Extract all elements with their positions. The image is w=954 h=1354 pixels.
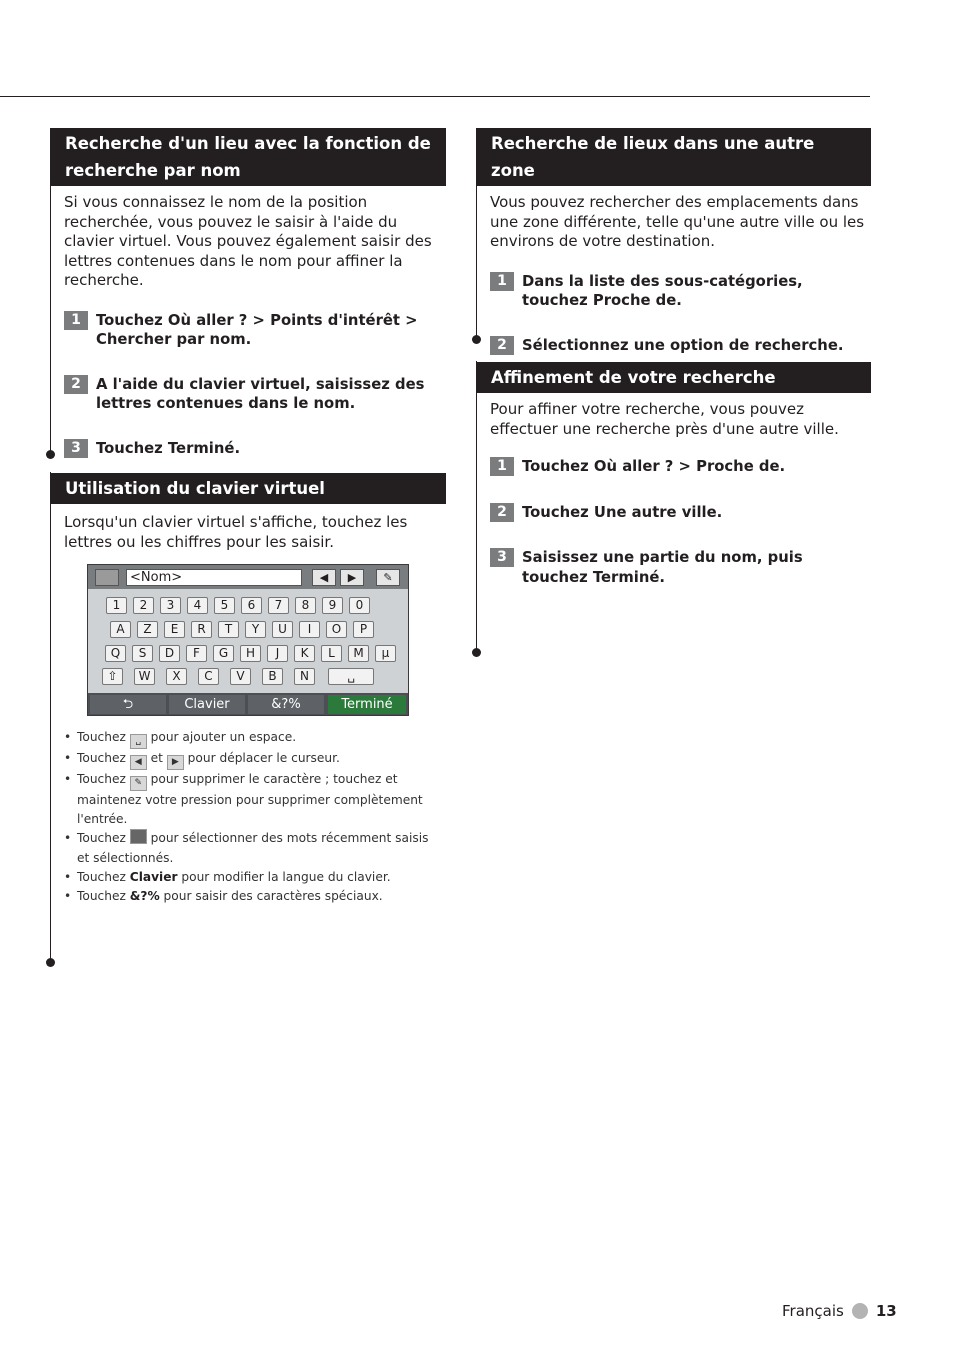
section-title: Utilisation du clavier virtuel: [51, 473, 446, 504]
step-2: [490, 503, 864, 523]
step-1: [490, 272, 865, 311]
delete-icon: ✎: [130, 776, 147, 791]
step-1: [64, 311, 440, 350]
special-chars-button: &?%: [248, 695, 324, 714]
section-title: Recherche de lieux dans une autre zone: [477, 128, 871, 186]
left-margin-line: [50, 472, 51, 962]
list-item: • Touchez &?% pour saisir des caractères spéciaux.: [64, 887, 444, 906]
step-2: [64, 375, 440, 414]
step-text: Touchez Terminé.: [96, 439, 241, 457]
step-number: 1: [64, 311, 88, 330]
done-button: Terminé: [328, 695, 406, 714]
keyboard-key: A: [110, 621, 131, 638]
step-text: Touchez Une autre ville.: [522, 503, 723, 521]
keyboard-key: 4: [187, 597, 208, 614]
page-number: 13: [875, 1302, 897, 1320]
keyboard-key: 5: [214, 597, 235, 614]
step-text: Saisissez une partie du nom, puis touchez Terminé.: [522, 549, 803, 586]
space-key-icon: ␣: [130, 734, 147, 749]
left-marker-dot: [46, 958, 55, 967]
step-text: Touchez Où aller ? > Proche de.: [522, 458, 786, 475]
keyboard-key: W: [134, 668, 155, 685]
keyboard-key: U: [272, 621, 293, 638]
page-footer: [782, 1302, 897, 1320]
top-rule: [0, 96, 870, 97]
keyboard-key: N: [294, 668, 315, 685]
right-marker-dot: [472, 648, 481, 657]
keyboard-key: Q: [105, 645, 126, 662]
step-text: Sélectionnez une option de recherche.: [522, 336, 844, 354]
keyboard-key: E: [164, 621, 185, 638]
keyboard-key: ⇧: [102, 668, 123, 685]
keyboard-key: 8: [295, 597, 316, 614]
keyboard-key: I: [299, 621, 320, 638]
keyboard-key: P: [353, 621, 374, 638]
keyboard-input-field: <Nom>: [126, 569, 302, 586]
keyboard-key: B: [262, 668, 283, 685]
keyboard-key: 3: [160, 597, 181, 614]
keyboard-key: 1: [106, 597, 127, 614]
keyboard-key: G: [213, 645, 234, 662]
footer-language: Français: [782, 1302, 844, 1320]
step-number: 3: [490, 548, 514, 567]
step-number: 3: [64, 439, 88, 458]
keyboard-key: R: [191, 621, 212, 638]
keyboard-key: Y: [245, 621, 266, 638]
section-body: [476, 193, 871, 355]
keyboard-key: M: [348, 645, 369, 662]
step-number: 2: [64, 375, 88, 394]
keyboard-key: Z: [137, 621, 158, 638]
right-column: [476, 128, 871, 586]
step-number: 1: [490, 457, 514, 476]
recent-words-icon: [130, 829, 147, 844]
step-number: 2: [490, 336, 514, 355]
delete-icon: ✎: [376, 569, 400, 586]
step-text: Touchez Où aller ? > Points d'intérêt > Chercher par nom.: [96, 311, 418, 348]
cursor-left-icon: ◀: [130, 755, 147, 770]
keyboard-key: C: [198, 668, 219, 685]
keyboard-key: J: [267, 645, 288, 662]
keyboard-key: F: [186, 645, 207, 662]
keyboard-key: 0: [349, 597, 370, 614]
step-1: [490, 457, 864, 477]
keyboard-key: ␣: [328, 668, 374, 685]
section-body: [476, 393, 870, 587]
keyboard-key: K: [294, 645, 315, 662]
cursor-left-icon: ◀: [312, 569, 336, 586]
step-number: 1: [490, 272, 514, 291]
keyboard-key: T: [218, 621, 239, 638]
step-2: [490, 336, 865, 356]
cursor-right-icon: ▶: [340, 569, 364, 586]
step-3: [490, 548, 864, 587]
recent-words-icon: [95, 569, 119, 586]
section-intro: Vous pouvez rechercher des emplacements dans une zone différente, telle qu'une autre ville ou les environs de votre destination.: [490, 193, 865, 250]
section-body: [50, 193, 446, 458]
footer-dot-icon: [852, 1303, 868, 1319]
list-item: • Touchez pour sélectionner des mots récemment saisis et sélectionnés.: [64, 829, 444, 867]
step-text: A l'aide du clavier virtuel, saisissez des lettres contenues dans le nom.: [96, 375, 425, 412]
keyboard-key: 2: [133, 597, 154, 614]
keyboard-key: 6: [241, 597, 262, 614]
keyboard-bottom-bar: [88, 693, 408, 715]
keyboard-tips-list: [64, 728, 444, 906]
list-item: • Touchez ␣ pour ajouter un espace.: [64, 728, 444, 749]
keyboard-key: H: [240, 645, 261, 662]
section-intro: Pour affiner votre recherche, vous pouvez effectuer une recherche près d'une autre ville.: [490, 400, 839, 438]
keyboard-key: X: [166, 668, 187, 685]
keyboard-key: O: [326, 621, 347, 638]
section-intro: Lorsqu'un clavier virtuel s'affiche, touchez les lettres ou les chiffres pour les saisir.: [64, 513, 408, 551]
keyboard-key: 9: [322, 597, 343, 614]
keyboard-key: S: [132, 645, 153, 662]
keyboard-key: V: [230, 668, 251, 685]
cursor-right-icon: ▶: [167, 755, 184, 770]
section-title: Affinement de votre recherche: [477, 362, 871, 393]
keyboard-key: 7: [268, 597, 289, 614]
list-item: • Touchez ◀ et ▶ pour déplacer le curseur.: [64, 749, 444, 770]
step-number: 2: [490, 503, 514, 522]
left-column: [50, 128, 446, 904]
keyboard-key: L: [321, 645, 342, 662]
step-3: [64, 439, 440, 459]
keyboard-key: µ: [375, 645, 396, 662]
step-text: Dans la liste des sous-catégories, touchez Proche de.: [522, 272, 803, 309]
section-title: Recherche d'un lieu avec la fonction de recherche par nom: [51, 128, 446, 186]
clavier-button: Clavier: [169, 695, 245, 714]
list-item: • Touchez Clavier pour modifier la langue du clavier.: [64, 868, 444, 887]
virtual-keyboard-image: [87, 564, 409, 716]
keyboard-key: D: [159, 645, 180, 662]
back-button-icon: ⮌: [90, 695, 166, 714]
section-intro: Si vous connaissez le nom de la position recherchée, vous pouvez le saisir à l'aide du clavier virtuel. Vous pouvez également saisir des lettres contenues dans le nom pour affiner la recherche.: [64, 193, 432, 289]
list-item: • Touchez ✎ pour supprimer le caractère ; touchez et maintenez votre pression pour supprimer complètement l'entrée.: [64, 770, 444, 829]
